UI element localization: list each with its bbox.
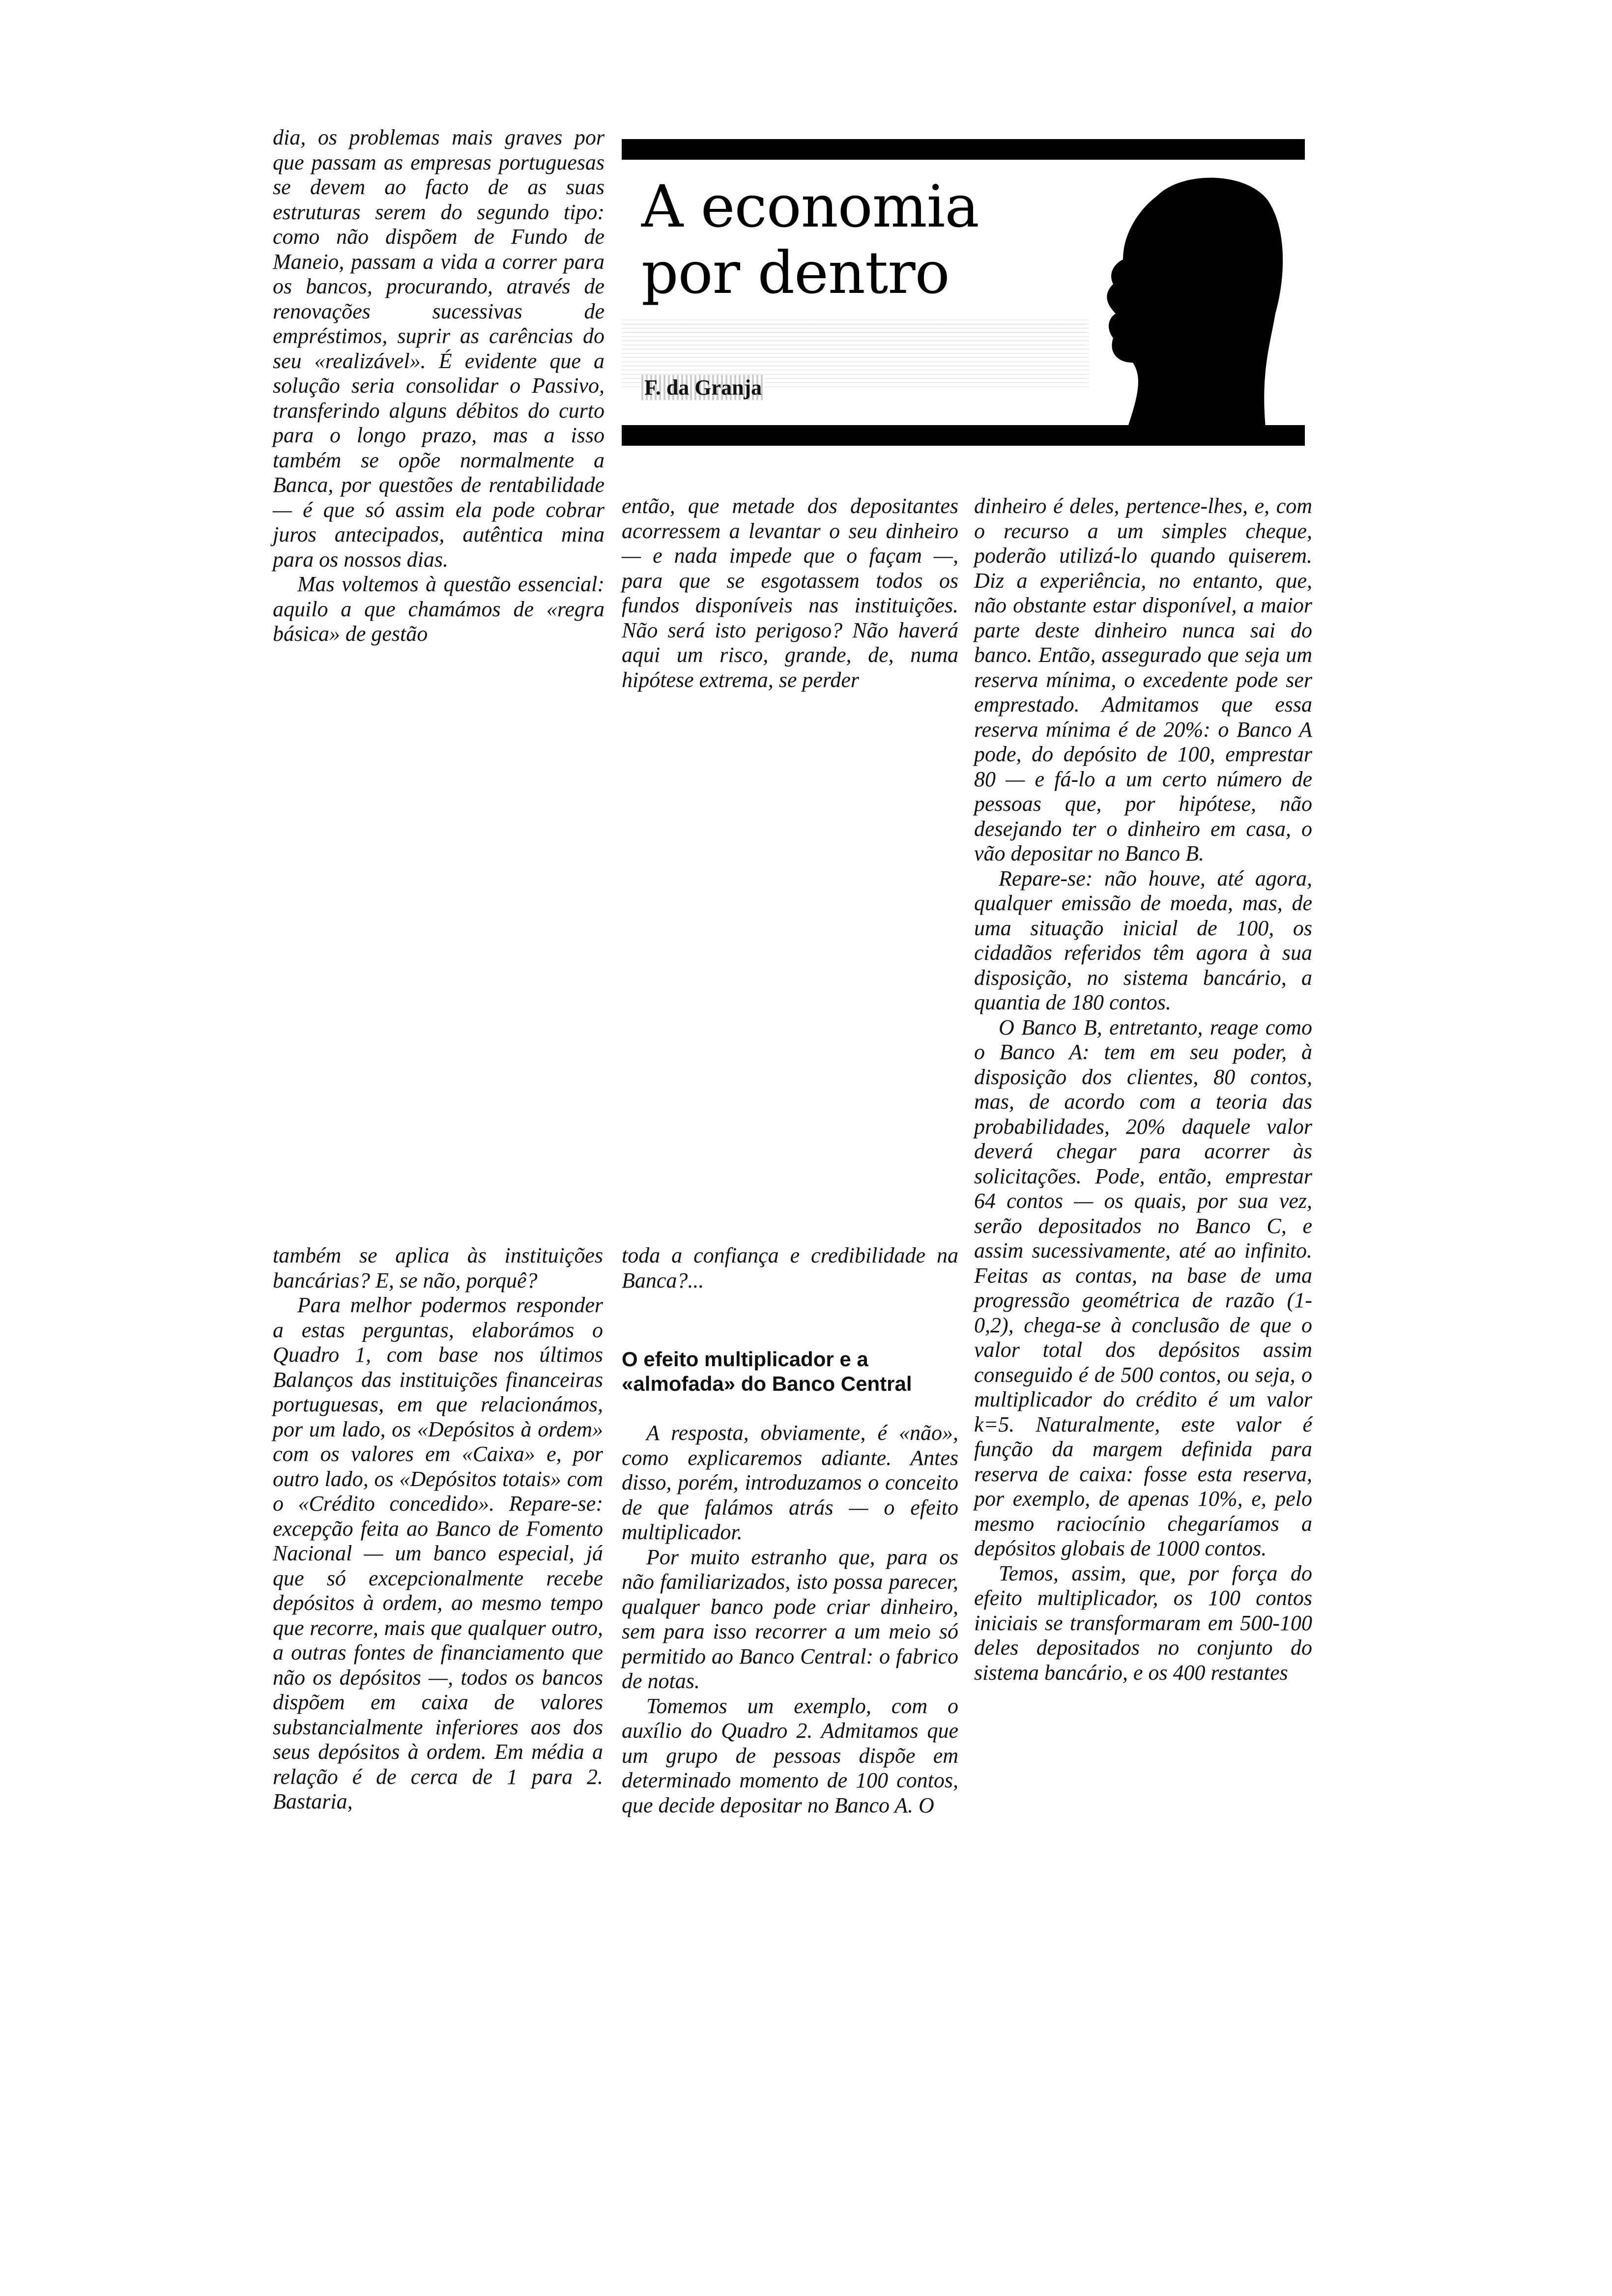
column-right	[974, 494, 1312, 1685]
title-line-1: A economia	[641, 172, 979, 240]
paragraph: O Banco B, entretanto, reage como o Banco A: tem em seu poder, à disposição dos clientes, 80 contos, mas, de acordo com a teoria das probabilidades, 20% daquele valor deverá chegar para acorrer às solicitações. Pode, então, emprestar 64 contos — os quais, por sua vez, serão depositados no Banco C, e assim sucessivamente, até ao infinito. Feitas as contas, na base de uma progressão geométrica de razão (1-0,2), chega-se à conclusão de que o valor total dos depósitos assim conseguido é de 500 contos, ou seja, o multiplicador do crédito é um valor k=5. Naturalmente, este valor é função da margem definida para reserva de caixa: fosse esta reserva, por exemplo, de apenas 10%, e, pelo mesmo raciocínio chegaríamos a depósitos globais de 1000 contos.	[974, 1015, 1312, 1560]
column-left-top	[273, 125, 604, 647]
paragraph: toda a confiança e credibilidade na Banca?...	[622, 1243, 958, 1292]
title-line-2: por dentro	[641, 239, 950, 307]
paragraph: Para melhor podermos responder a estas perguntas, elaborámos o Quadro 1, com base nos últimos Balanços das instituições financeiras portuguesas, em que relacionámos, por um lado, os «Depósitos à ordem» com os valores em «Caixa» e, por outro lado, os «Depósitos totais» com o «Crédito concedido». Repare-se: excepção feita ao Banco de Fomento Nacional — um banco especial, já que só excepcionalmente recebe depósitos à ordem, ao mesmo tempo que recorre, mais que qualquer outro, a outras fontes de financiamento que não os depósitos —, todos os bancos dispõem em caixa de valores substancialmente inferiores aos dos seus depósitos à ordem. Em média a relação é de cerca de 1 para 2. Bastaria,	[273, 1293, 603, 1813]
paragraph: Mas voltemos à questão essencial: aquilo a que chamámos de «regra básica» de gestão	[273, 572, 604, 646]
paragraph: dia, os problemas mais graves por que passam as empresas portuguesas se devem ao facto de as suas estruturas serem do segundo tipo: como não dispõem de Fundo de Maneio, passam a vida a correr para os bancos, procurando, através de renovações sucessivas de empréstimos, suprir as carências do seu «realizável». É evidente que a solução seria consolidar o Passivo, transferindo alguns débitos do curto para o longo prazo, mas a isso também se opõe normalmente a Banca, por questões de rentabilidade — é que só assim ela pode cobrar juros antecipados, autêntica mina para os nossos dias.	[273, 125, 604, 572]
paragraph: Tomemos um exemplo, com o auxílio do Quadro 2. Admitamos que um grupo de pessoas dispõe em determinado momento de 100 contos, que decide depositar no Banco A. O	[622, 1693, 958, 1817]
paragraph: Repare-se: não houve, até agora, qualquer emissão de moeda, mas, de uma situação inicial de 100, os cidadãos referidos têm agora à sua disposição, no sistema bancário, a quantia de 180 contos.	[974, 866, 1312, 1014]
paragraph: Temos, assim, que, por força do efeito multiplicador, os 100 contos iniciais se transformaram em 500-100 deles depositados no conjunto do sistema bancário, e os 400 restantes	[974, 1561, 1312, 1685]
article-title	[641, 173, 979, 306]
paragraph: então, que metade dos depositantes acorressem a levantar o seu dinheiro — e nada impede que o façam —, para que se esgotassem todos os fundos disponíveis nas instituições. Não será isto perigoso? Não haverá aqui um risco, grande, de, numa hipótese extrema, se perder	[622, 494, 958, 692]
paragraph: Por muito estranho que, para os não familiarizados, isto possa parecer, qualquer banco pode criar dinheiro, sem para isso recorrer a um meio só permitido ao Banco Central: o fabrico de notas.	[622, 1545, 958, 1693]
top-rule	[622, 139, 1305, 160]
column-middle-top	[622, 494, 958, 692]
paragraph: A resposta, obviamente, é «não», como explicaremos adiante. Antes disso, porém, introduzamos o conceito de que falámos atrás — o efeito multiplicador.	[622, 1421, 958, 1544]
column-left-bottom	[273, 1243, 603, 1814]
column-middle-bottom	[622, 1243, 958, 1818]
bottom-rule	[622, 425, 1305, 446]
silhouette-portrait-icon	[1098, 166, 1285, 427]
paragraph: também se aplica às instituições bancárias? E, se não, porquê?	[273, 1243, 603, 1292]
paragraph: dinheiro é deles, pertence-lhes, e, com o recurso a um simples cheque, poderão utilizá-lo quando quiserem. Diz a experiência, no entanto, que, não obstante estar disponível, a maior parte deste dinheiro nunca sai do banco. Então, assegurado que seja um reserva mínima, o excedente pode ser emprestado. Admitamos que essa reserva mínima é de 20%: o Banco A pode, do depósito de 100, emprestar 80 — e fá-lo a um certo número de pessoas que, por hipótese, não desejando ter o dinheiro em casa, o vão depositar no Banco B.	[974, 494, 1312, 865]
author-byline: F. da Granja	[641, 375, 765, 400]
article-header-banner	[622, 139, 1305, 447]
section-subheading: O efeito multiplicador e a «almofada» do Banco Central	[622, 1348, 912, 1395]
